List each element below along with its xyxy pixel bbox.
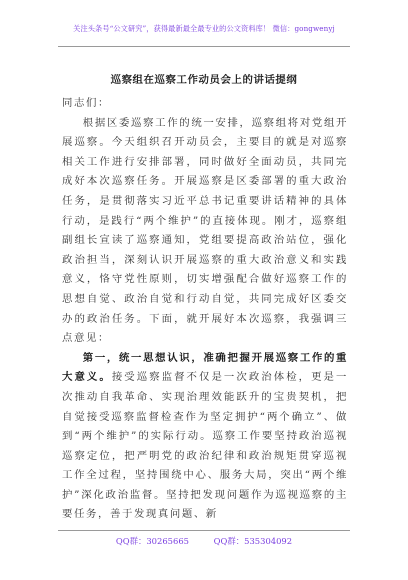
header-divider xyxy=(58,46,350,47)
footer-divider xyxy=(58,530,350,531)
paragraph-point-one xyxy=(62,349,348,525)
paragraph-intro: 根据区委巡察工作的统一安排，巡察组将对党组开展巡察。今天组织召开动员会，主要目的就是对巡察相关工作进行安排部署，同时做好全面动员，共同完成好本次巡察任务。开展巡察是区委部署的重大政治任务，是贯彻落实习近平总书记重要讲话精神的具体行动，是践行“两个维护”的直接体现。刚才，巡察组副组长宣读了巡察通知，党组要提高政治站位，强化政治担当，深刻认识开展巡察的重大政治意义和实践意义，恪守党性原则，切实增强配合做好巡察工作的思想自觉、政治自觉和行动自觉，共同完成好区委交办的政治任务。下面，就开展好本次巡察，我强调三点意见： xyxy=(62,116,348,345)
footer-contacts xyxy=(0,535,408,547)
salutation: 同志们： xyxy=(62,97,110,109)
paragraph-point-one-lead: 第一，统一思想认识，准确把握开展巡察工作的重大意义。 xyxy=(62,351,348,384)
header-promo-note: 关注头条号“公文研究”，获得最新最全最专业的公文资料库！ 微信：gongwenyj xyxy=(73,24,335,33)
footer-qq-group-1: QQ群：30265665 xyxy=(115,536,189,546)
paragraph-point-one-body: 接受巡察监督不仅是一次政治体检，更是一次推动自我革命、实现治理效能跃升的宝贵契机，把自觉接受巡察监督检查作为坚定拥护“两个确立”、做到“两个维护”的实际行动。巡察工作要坚持政治巡视巡察定位，把严明党的政治纪律和政治规矩贯穿巡视工作全过程，坚持围绕中心、服务大局，突出“两个维护”深化政治监督。坚持把发现问题作为巡视巡察的主要任务，善于发现真问题、新 xyxy=(62,371,348,521)
document-title: 巡察组在巡察工作动员会上的讲话提纲 xyxy=(110,74,298,86)
document-body xyxy=(62,94,348,525)
footer-qq-group-2: QQ群：535304092 xyxy=(213,536,293,546)
